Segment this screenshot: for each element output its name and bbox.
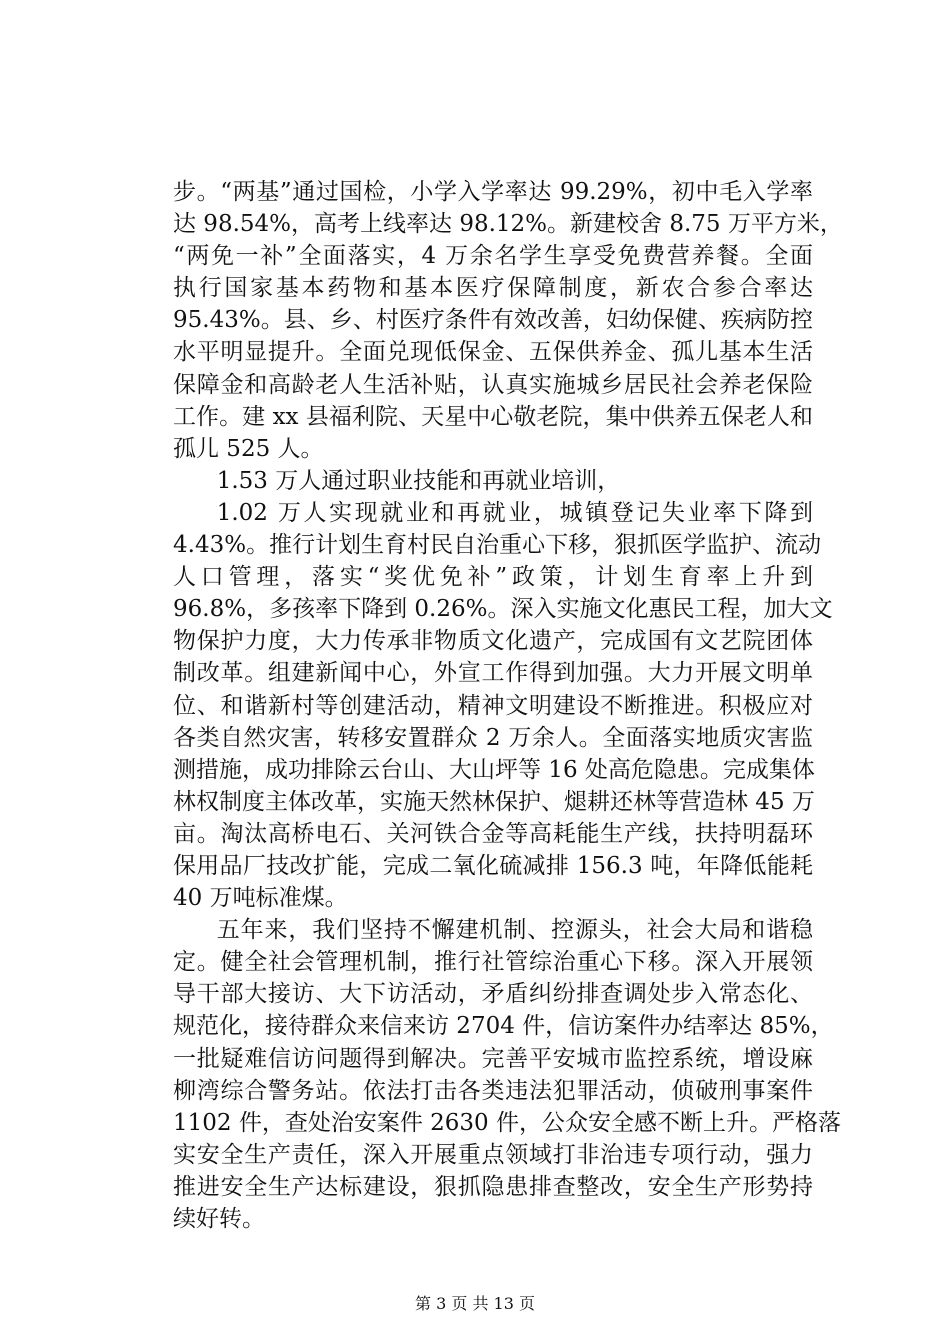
text-line: 保用品厂技改扩能，完成二氧化硫减排 156.3 吨，年降低能耗: [173, 852, 813, 879]
text-line: “两免一补”全面落实，4 万余名学生享受免费营养餐。全面: [173, 243, 813, 270]
text-line: 导干部大接访、大下访活动，矛盾纠纷排查调处步入常态化、: [173, 981, 813, 1008]
text-line: 续好转。: [173, 1206, 265, 1232]
document-body: [173, 176, 843, 1235]
text-line: 推进安全生产达标建设，狠抓隐患排查整改，安全生产形势持: [173, 1173, 813, 1200]
text-line: 1102 件，查处治安案件 2630 件，公众安全感不断上升。严格落: [173, 1109, 841, 1136]
text-line: 测措施，成功排除云台山、大山坪等 16 处高危隐患。完成集体: [173, 756, 815, 783]
text-line: 一批疑难信访问题得到解决。完善平安城市监控系统，增设麻: [173, 1045, 813, 1072]
text-line: 亩。淘汰高桥电石、关河铁合金等高耗能生产线，扶持明磊环: [173, 820, 813, 847]
text-line: 物保护力度，大力传承非物质文化遗产，完成国有文艺院团体: [173, 628, 813, 655]
page-number-footer: 第 3 页 共 13 页: [415, 1294, 535, 1313]
text-line: 工作。建 xx 县福利院、天星中心敬老院，集中供养五保老人和: [173, 403, 813, 430]
text-line: 水平明显提升。全面兑现低保金、五保供养金、孤儿基本生活: [173, 339, 813, 366]
text-line: 位、和谐新村等创建活动，精神文明建设不断推进。积极应对: [173, 692, 813, 719]
text-line: 各类自然灾害，转移安置群众 2 万余人。全面落实地质灾害监: [173, 724, 813, 751]
text-line: 人口管理，落实“奖优免补”政策，计划生育率上升到: [173, 564, 813, 591]
text-line: 4.43%。推行计划生育村民自治重心下移，狠抓医学监护、流动: [173, 532, 822, 559]
text-line: 95.43%。县、乡、村医疗条件有效改善，妇幼保健、疾病防控: [173, 307, 813, 334]
text-line: 林权制度主体改革，实施天然林保护、煺耕还林等营造林 45 万: [173, 788, 815, 815]
text-line: 孤儿 525 人。: [173, 435, 324, 462]
text-line: 1.53 万人通过职业技能和再就业培训，: [216, 467, 621, 494]
text-line: 定。健全社会管理机制，推行社管综治重心下移。深入开展领: [173, 949, 813, 976]
text-line: 1.02 万人实现就业和再就业，城镇登记失业率下降到: [216, 499, 813, 526]
text-line: 40 万吨标准煤。: [173, 885, 348, 912]
text-line: 制改革。组建新闻中心，外宣工作得到加强。大力开展文明单: [173, 660, 813, 687]
text-line: 达 98.54%，高考上线率达 98.12%。新建校舍 8.75 万平方米，: [173, 211, 843, 238]
text-line: 步。“两基”通过国检，小学入学率达 99.29%，初中毛入学率: [173, 179, 813, 205]
text-line: 保障金和高龄老人生活补贴，认真实施城乡居民社会养老保险: [173, 371, 813, 398]
text-line: 96.8%，多孩率下降到 0.26%。深入实施文化惠民工程，加大文: [173, 596, 833, 623]
text-line: 五年来，我们坚持不懈建机制、控源头，社会大局和谐稳: [216, 917, 813, 944]
text-line: 实安全生产责任，深入开展重点领域打非治违专项行动，强力: [173, 1141, 813, 1168]
text-line: 执行国家基本药物和基本医疗保障制度，新农合参合率达: [173, 275, 813, 302]
text-line: 规范化，接待群众来信来访 2704 件，信访案件办结率达 85%，: [173, 1013, 834, 1040]
text-line: 柳湾综合警务站。依法打击各类违法犯罪活动，侦破刑事案件: [173, 1077, 813, 1104]
